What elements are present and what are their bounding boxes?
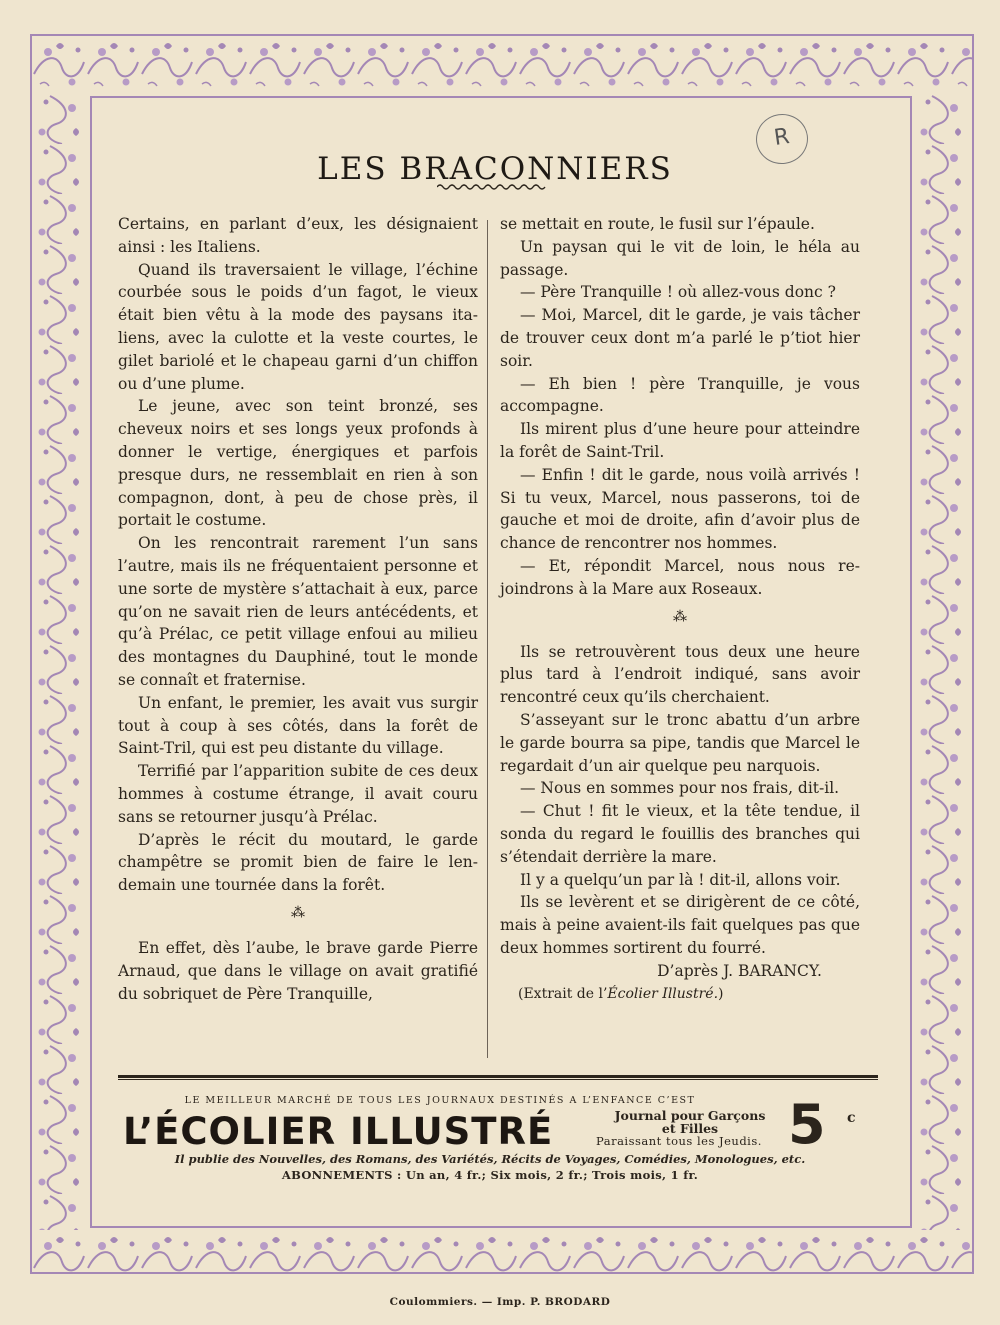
advert-tagline-line2: et Filles [661,1121,719,1136]
paragraph: S’asseyant sur le tronc abattu d’un arbre le garde bourra sa pipe, tandis que Marcel le regardait d’un air quelque peu narquois. [500,710,860,775]
paragraph: D’après le récit du moutard, le garde champêtre se promit bien de faire le lendemain une tournée dans la forêt. [118,830,478,895]
paragraph: — Moi, Marcel, dit le garde, je vais tâcher de trouver ceux dont m’a parlé le p’tiot hier soir. [500,306,860,370]
source-credit [500,983,860,1006]
paragraph: On les rencontrait rarement l’un sans l’autre, mais ils ne fréquentaient personne et une sorte de mystère s’attachait à eux, parce qu’on ne savait rien de leurs antécédents, et qu’à Prélac, ce petit village enfoui au milieu des montagnes du Dauphiné, tout le monde se connaît et fraternise. [118,534,478,689]
paragraph: se mettait en route, le fusil sur l’épaule. [500,215,815,233]
paragraph: Certains, en parlant d’eux, les désignaient ainsi : les Italiens. [118,215,478,256]
title-ornament-rule [437,182,547,192]
library-stamp: R [753,111,811,168]
ornament-band-right [914,94,970,1230]
advert-journal-name: L’ÉCOLIER ILLUSTRÉ [123,1110,554,1153]
advert-rule-thin [118,1079,878,1080]
paragraph: Le jeune, avec son teint bronzé, ses cheveux noirs et ses longs yeux profonds à donner le vertige, énergiques et parfois presque durs, ne ressemblait en rien à son compagnon, dont, à peu de chose près, il portait le costume. [118,397,478,530]
paragraph: — Chut ! fit le vieux, et la tête tendue, il sonda du regard le fouillis des branches qui s’étendait derrière la mare. [500,802,860,866]
advert-tagline [596,1109,796,1148]
advert-price: 5 [788,1093,826,1156]
ornament-band-bottom [32,1230,972,1272]
paragraph: Terrifié par l’apparition subite de ces deux hommes à costume étrange, il avait couru sans se retourner jusqu’à Prélac. [118,762,478,826]
article-column-left [118,213,478,1005]
advert-tagline-line1: Journal pour Garçons [614,1108,766,1123]
source-credit-title: Écolier Illustré. [607,985,719,1002]
paragraph: — Père Tranquille ! où allez-vous donc ? [520,283,836,302]
paragraph: — Enfin ! dit le garde, nous voilà arrivés ! Si tu veux, Marcel, nous passerons, toi de gauche et moi de droite, afin d’avoir plus de chance de rencontrer nos hommes. [500,465,860,553]
paragraph: En effet, dès l’aube, le brave garde Pierre Arnaud, que dans le village on avait gratifié du sobriquet de Père Tranquille, [118,938,478,1003]
paragraph: Ils se retrouvèrent tous deux une heure plus tard à l’endroit indiqué, sans avoir rencontré ceux qu’ils cherchaient. [500,642,860,707]
advert-subscriptions: ABONNEMENTS : Un an, 4 fr.; Six mois, 2 fr.; Trois mois, 1 fr. [281,1168,699,1182]
paragraph: Il y a quelqu’un par là ! dit-il, allons voir. [520,870,841,889]
paragraph: — Eh bien ! père Tranquille, je vous accompagne. [500,374,860,416]
paragraph: Ils se levèrent et se dirigèrent de ce côté, mais à peine avaient-ils fait quelques pas que deux hommes sortirent du fourré. [500,893,860,957]
source-credit-prefix: (Extrait de l’ [518,985,608,1002]
paragraph: Un paysan qui le vit de loin, le héla au passage. [500,237,860,279]
section-separator: ⁂ [673,608,687,625]
author-signature: D’après J. BARANCY. [657,961,822,980]
paragraph: Quand ils traversaient le village, l’échine courbée sous le poids d’un fagot, le vieux était bien vêtu à la mode des paysans italiens, avec la culotte et la veste courtes, le gilet bariolé et le chapeau garni d’un chiffon ou d’une plume. [118,260,478,393]
ornament-band-left [32,94,88,1230]
advert-description: Il publie des Nouvelles, des Romans, des Variétés, Récits de Voyages, Comédies, Monologues, etc. [174,1152,806,1166]
paragraph: Ils mirent plus d’une heure pour atteindre la forêt de Saint-Tril. [500,420,860,461]
column-divider [487,220,488,1058]
advert-tagline-line3: Paraissant tous les Jeudis. [596,1134,762,1148]
article-title: LES BRACONNIERS [317,150,673,187]
advert-rule [118,1075,878,1078]
advert-lead-line: LE MEILLEUR MARCHÉ DE TOUS LES JOURNAUX DESTINÉS A L’ENFANCE C’EST [184,1095,696,1106]
ornament-band-top [32,36,972,94]
paragraph: Un enfant, le premier, les avait vus surgir tout à coup à ses côtés, dans la forêt de Saint-Tril, qui est peu distante du village. [118,693,478,758]
article-column-right [500,213,860,1005]
source-credit-suffix: ) [718,985,724,1002]
section-separator: ⁂ [291,904,305,921]
paragraph: — Et, répondit Marcel, nous nous rejoindrons à la Mare aux Roseaux. [500,556,860,598]
advert-price-unit: c [847,1110,856,1126]
printer-imprint: Coulommiers. — Imp. P. BRODARD [389,1296,611,1308]
paragraph: — Nous en sommes pour nos frais, dit-il. [520,779,840,798]
